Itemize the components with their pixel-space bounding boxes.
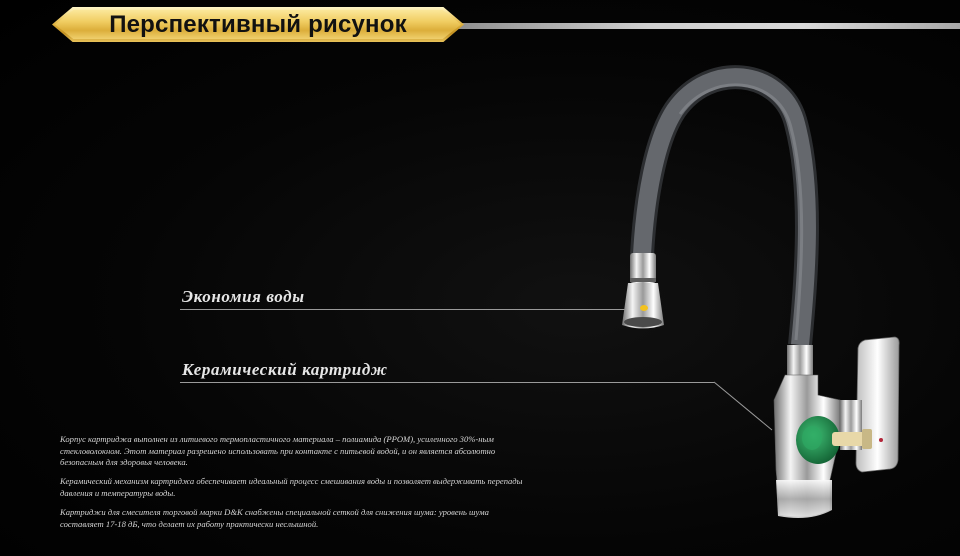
callout-leader-water-saving <box>180 309 630 310</box>
callout-label-ceramic-cartridge: Керамический картридж <box>182 360 388 379</box>
aerator-head <box>622 253 664 329</box>
description-paragraph-2: Керамический механизм картриджа обеспечивает идеальный процесс смешивания воды и позволяет выдерживать перепады давления и температуры воды. <box>60 476 523 498</box>
description-paragraph-1: Корпус картриджа выполнен из литиевого термопластичного материала – полиамида (PPOM), усиленного 30%-ным стекловолокном. Этот материал разрешено использовать при контакте с питьевой водой, и он является абсолютно безопасным для здоровья человека. <box>60 434 496 467</box>
description-paragraph-3: Картриджи для смесителя торговой марки D&K снабжены специальной сеткой для снижения шума: уровень шума составляет 17-18 дБ, что делает их работу практически неслышной. <box>60 507 489 529</box>
header-rule <box>440 23 960 29</box>
callout-label-water-saving: Экономия воды <box>182 287 305 306</box>
page-title: Перспективный рисунок <box>109 10 407 38</box>
faucet-handle <box>856 337 899 472</box>
hose-collar <box>787 345 813 375</box>
faucet-illustration <box>600 40 920 540</box>
